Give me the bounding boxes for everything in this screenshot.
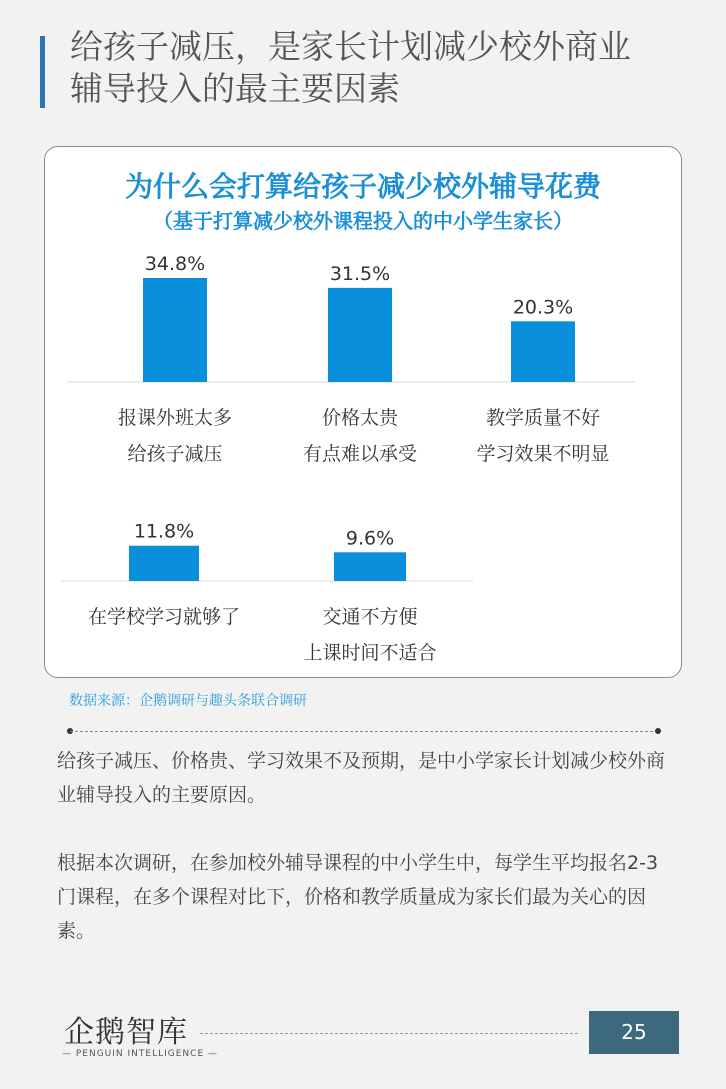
bar-4 (129, 546, 199, 581)
footer-divider (200, 1033, 578, 1034)
divider-dot-right (655, 728, 661, 734)
body-paragraph-2: 根据本次调研，在参加校外辅导课程的中小学生中，每学生平均报名2-3门课程，在多个课程对比下，价格和教学质量成为家长们最为关心的因素。 (57, 852, 659, 942)
chart-card (44, 146, 682, 678)
data-label-1: 34.8% (144, 253, 206, 275)
page-number: 25 (589, 1011, 679, 1054)
title-accent-bar (40, 36, 45, 108)
bar-chart (45, 147, 683, 679)
category-label-5-line-2: 上课时间不适合 (303, 642, 437, 664)
page-title (70, 26, 710, 110)
bar-1 (143, 278, 207, 382)
bar-2 (328, 288, 392, 382)
category-label-2-line-2: 有点难以承受 (302, 443, 418, 465)
data-label-2: 31.5% (329, 262, 391, 285)
category-label-1-line-1: 报课外班太多 (117, 407, 233, 429)
data-label-4: 11.8% (133, 520, 195, 543)
page-title-line2: 辅导投入的最主要因素 (70, 69, 400, 108)
logo-subtext: — PENGUIN INTELLIGENCE — (62, 1049, 218, 1059)
bar-3 (511, 321, 575, 382)
bar-5 (334, 552, 406, 581)
category-label-5-line-1: 交通不方便 (322, 606, 418, 628)
penguin-logo (62, 1003, 218, 1067)
category-label-1-line-2: 给孩子减压 (127, 443, 223, 465)
category-label-2-line-1: 价格太贵 (321, 407, 399, 429)
data-label-5: 9.6% (345, 527, 395, 550)
data-source: 数据来源：企鹅调研与趣头条联合调研 (69, 693, 307, 709)
category-label-4-line-1: 在学校学习就够了 (87, 606, 241, 628)
category-label-3-line-2: 学习效果不明显 (476, 443, 610, 465)
chart-title: 为什么会打算给孩子减少校外辅导花费 (124, 170, 601, 203)
chart-subtitle: （基于打算减少校外课程投入的中小学生家长） (153, 209, 573, 233)
body-paragraph-1: 给孩子减压、价格贵、学习效果不及预期，是中小学家长计划减少校外商业辅导投入的主要原因。 (57, 750, 666, 806)
divider-line (70, 731, 658, 732)
logo-text: 企鹅智库 (64, 1015, 188, 1050)
data-label-3: 20.3% (512, 296, 574, 319)
page-title-line1: 给孩子减压，是家长计划减少校外商业 (70, 27, 631, 66)
category-label-3-line-1: 教学质量不好 (485, 407, 601, 429)
